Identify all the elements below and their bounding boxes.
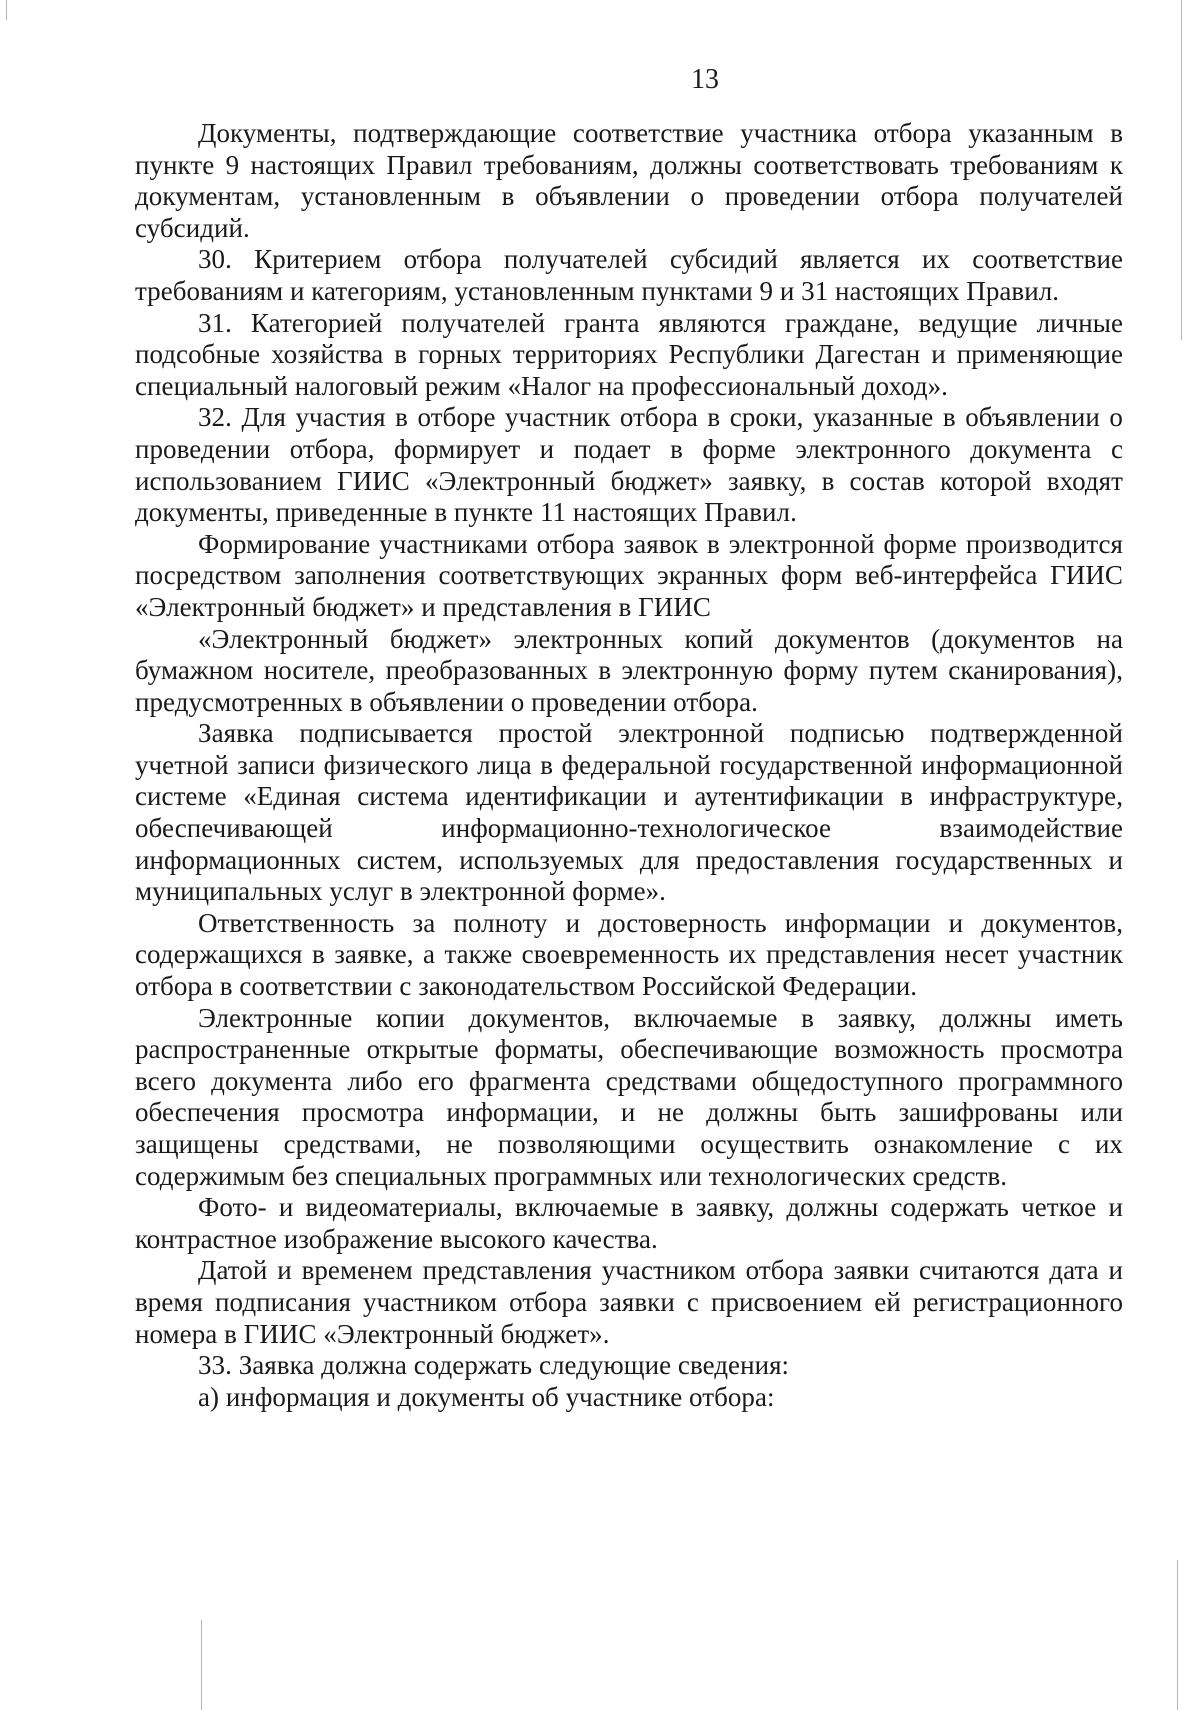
paragraph: Датой и временем представления участником отбора заявки считаются дата и время подписания участником отбора заявки с присвоением ей регистрационного номера в ГИИС «Электронный бюджет».: [135, 1255, 1123, 1349]
paragraph: Электронные копии документов, включаемые в заявку, должны иметь распространенные открытые форматы, обеспечивающие возможность просмотра всего документа либо его фрагмента средствами общедоступного программного обеспечения просмотра информации, и не должны быть зашифрованы или защищены средствами, не позволяющими осуществить ознакомление с их содержимым без специальных программных или технологических средств.: [135, 1002, 1123, 1191]
paragraph: Фото- и видеоматериалы, включаемые в заявку, должны содержать четкое и контрастное изображение высокого качества.: [135, 1192, 1123, 1254]
scan-edge-line: [201, 1620, 202, 1710]
scan-edge-line: [6, 0, 7, 20]
paragraph: Документы, подтверждающие соответствие участника отбора указанным в пункте 9 настоящих Правил требованиям, должны соответствовать требованиям к документам, установленным в объявлении о проведении отбора получателей субсидий.: [135, 118, 1123, 243]
paragraph: Формирование участниками отбора заявок в электронной форме производится посредством заполнения соответствующих экранных форм веб-интерфейса ГИИС «Электронный бюджет» и представления в ГИИС: [135, 528, 1123, 622]
paragraph: Ответственность за полноту и достоверность информации и документов, содержащихся в заявке, а также своевременность их представления несет участник отбора в соответствии с законодательством Российской Федерации.: [135, 907, 1123, 1002]
scan-edge-line: [1181, 0, 1182, 340]
paragraph: 31. Категорией получателей гранта являются граждане, ведущие личные подсобные хозяйства в горных территориях Республики Дагестан и применяющие специальный налоговый режим «Налог на профессиональный доход».: [135, 307, 1123, 401]
paragraph: Заявка подписывается простой электронной подписью подтвержденной учетной записи физического лица в федеральной государственной информационной системе «Единая система идентификации и аутентификации в инфраструктуре, обеспечивающей информационно-технологическое взаимодействие информационных систем, используемых для предоставления государственных и муниципальных услуг в электронной форме».: [135, 718, 1123, 907]
scan-edge-line: [1177, 1560, 1178, 1710]
page-number: 13: [691, 64, 719, 95]
paragraph: 30. Критерием отбора получателей субсидий является их соответствие требованиям и категориям, установленным пунктами 9 и 31 настоящих Правил.: [135, 244, 1123, 306]
paragraph: 33. Заявка должна содержать следующие сведения:: [198, 1350, 790, 1381]
document-body: [135, 118, 1123, 1413]
paragraph: «Электронный бюджет» электронных копий документов (документов на бумажном носителе, преобразованных в электронную форму путем сканирования), предусмотренных в объявлении о проведении отбора.: [135, 623, 1123, 717]
paragraph: а) информация и документы об участнике отбора:: [198, 1381, 775, 1412]
paragraph: 32. Для участия в отборе участник отбора в сроки, указанные в объявлении о проведении отбора, формирует и подает в форме электронного документа с использованием ГИИС «Электронный бюджет» заявку, в состав которой входят документы, приведенные в пункте 11 настоящих Правил.: [135, 402, 1123, 528]
